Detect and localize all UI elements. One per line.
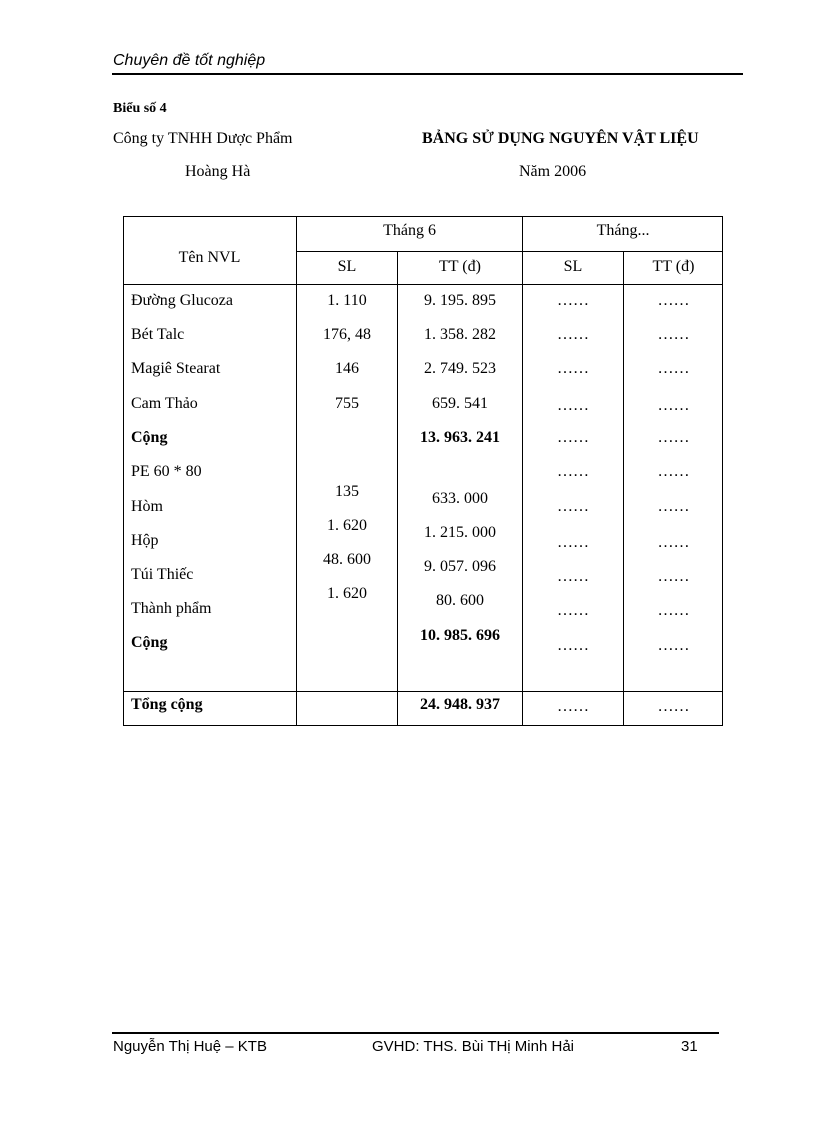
row-tt-2: …… xyxy=(657,429,690,446)
row-name: Thành phẩm xyxy=(131,600,212,617)
row-sl-2: …… xyxy=(557,568,589,585)
row-tt-2: …… xyxy=(657,360,690,377)
row-name: Cam Thảo xyxy=(131,395,198,412)
company-name-line1: Công ty TNHH Dược Phẩm xyxy=(113,130,293,147)
company-name-line2: Hoàng Hà xyxy=(185,163,251,180)
row-sl-2: …… xyxy=(557,602,589,619)
column-header-tt-2: TT (đ) xyxy=(652,258,695,275)
document-year: Năm 2006 xyxy=(519,163,587,180)
form-number: Biểu số 4 xyxy=(113,101,167,116)
row-sl: 1. 620 xyxy=(327,517,367,534)
row-sl: 1. 620 xyxy=(327,585,367,602)
row-tt: 2. 749. 523 xyxy=(424,360,496,377)
total-tt: 24. 948. 937 xyxy=(420,696,500,713)
row-tt: 1. 215. 000 xyxy=(424,524,496,541)
row-name: Hòm xyxy=(131,498,163,515)
row-sl-2: …… xyxy=(557,292,589,309)
table-divider xyxy=(123,284,723,285)
row-tt-2: …… xyxy=(657,292,690,309)
row-tt: 9. 195. 895 xyxy=(424,292,496,309)
row-name: Hộp xyxy=(131,532,159,549)
row-sl-2: …… xyxy=(557,498,589,515)
column-header-name: Tên NVL xyxy=(178,249,241,266)
row-tt-2: …… xyxy=(657,326,690,343)
row-name: PE 60 * 80 xyxy=(131,463,202,480)
row-tt-2: …… xyxy=(657,498,690,515)
header-rule xyxy=(112,73,743,75)
row-tt: 80. 600 xyxy=(436,592,484,609)
row-tt-2: …… xyxy=(657,568,690,585)
row-sl: 146 xyxy=(335,360,359,377)
row-sl-2: …… xyxy=(557,326,589,343)
row-sl: 48. 600 xyxy=(323,551,371,568)
document-title: BẢNG SỬ DỤNG NGUYÊN VẬT LIỆU xyxy=(422,130,699,147)
row-tt: 633. 000 xyxy=(432,490,488,507)
column-header-tt: TT (đ) xyxy=(439,258,481,275)
running-header: Chuyên đề tốt nghiệp xyxy=(113,52,266,69)
row-name: Bét Talc xyxy=(131,326,185,343)
column-header-sl: SL xyxy=(337,258,357,275)
row-name: Cộng xyxy=(131,634,168,651)
row-sl-2: …… xyxy=(557,463,589,480)
total-sl-2: …… xyxy=(557,698,589,715)
row-sl-2: …… xyxy=(557,534,589,551)
row-sl: 176, 48 xyxy=(323,326,371,343)
row-sl-2: …… xyxy=(557,429,589,446)
table-divider xyxy=(296,251,723,252)
row-name: Cộng xyxy=(131,429,168,446)
row-tt-2: …… xyxy=(657,602,690,619)
footer-author: Nguyễn Thị Huệ – KTB xyxy=(113,1038,267,1055)
row-name: Đường Glucoza xyxy=(131,292,233,309)
row-sl: 755 xyxy=(335,395,359,412)
row-sl: 135 xyxy=(335,483,359,500)
row-sl-2: …… xyxy=(557,397,589,414)
row-sl-2: …… xyxy=(557,360,589,377)
footer-advisor: GVHD: THS. Bùi THị Minh Hải xyxy=(372,1038,574,1055)
table-divider xyxy=(123,691,723,692)
row-tt-2: …… xyxy=(657,397,690,414)
row-name: Magiê Stearat xyxy=(131,360,221,377)
row-name: Túi Thiếc xyxy=(131,566,194,583)
row-tt: 1. 358. 282 xyxy=(424,326,496,343)
column-group-month6: Tháng 6 xyxy=(383,222,436,239)
column-group-month-other: Tháng... xyxy=(596,222,650,239)
page-number: 31 xyxy=(681,1038,698,1055)
row-tt-2: …… xyxy=(657,534,690,551)
row-sl-2: …… xyxy=(557,637,589,654)
footer-rule xyxy=(112,1032,719,1034)
row-tt-2: …… xyxy=(657,637,690,654)
row-sl: 1. 110 xyxy=(327,292,367,309)
row-tt-2: …… xyxy=(657,463,690,480)
total-label: Tổng cộng xyxy=(131,696,203,713)
row-tt: 10. 985. 696 xyxy=(420,627,500,644)
row-tt: 13. 963. 241 xyxy=(420,429,500,446)
total-tt-2: …… xyxy=(657,698,690,715)
row-tt: 9. 057. 096 xyxy=(424,558,496,575)
row-tt: 659. 541 xyxy=(432,395,488,412)
column-header-sl-2: SL xyxy=(563,258,583,275)
